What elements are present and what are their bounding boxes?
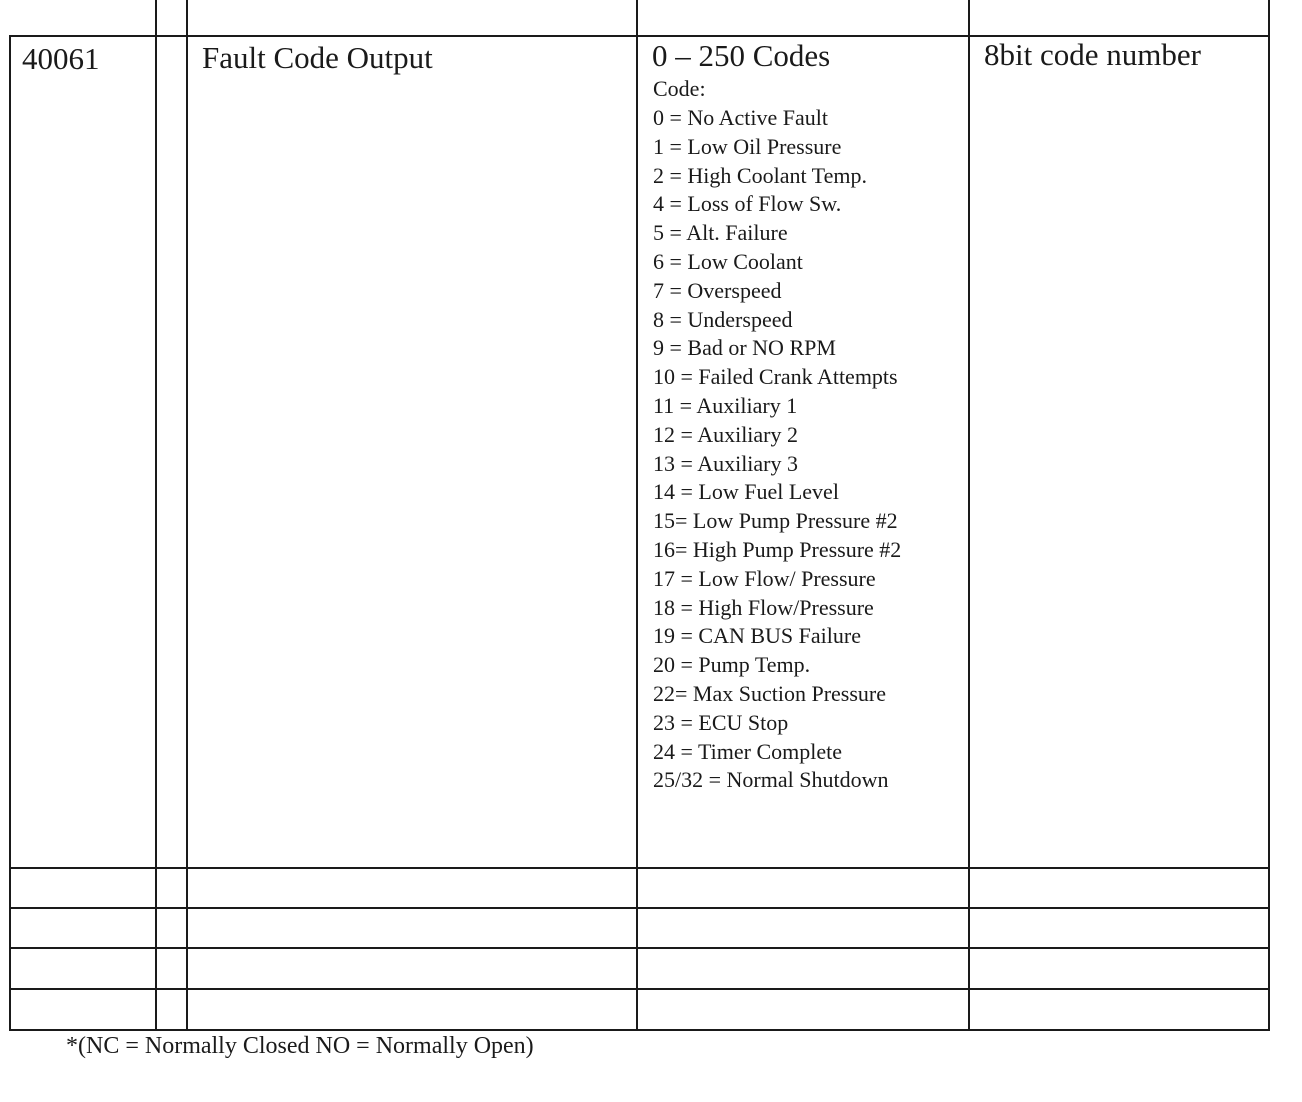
register-units: 8bit code number	[984, 37, 1201, 72]
list-item: 15= Low Pump Pressure #2	[653, 508, 898, 534]
column-divider-1	[155, 0, 157, 1031]
list-item: 19 = CAN BUS Failure	[653, 623, 861, 649]
row-divider-4	[9, 988, 1270, 990]
register-description: Fault Code Output	[202, 40, 433, 75]
list-item: 7 = Overspeed	[653, 277, 782, 303]
list-item: 0 = No Active Fault	[653, 105, 828, 130]
column-divider-2	[186, 0, 188, 1031]
list-item: 22= Max Suction Pressure	[653, 680, 886, 706]
list-item: 2 = High Coolant Temp.	[653, 162, 867, 188]
list-item: 18 = High Flow/Pressure	[653, 594, 874, 620]
list-item: 23 = ECU Stop	[653, 709, 789, 735]
list-item: 9 = Bad or NO RPM	[653, 335, 836, 361]
list-item: 10 = Failed Crank Attempts	[653, 364, 898, 390]
list-item: 6 = Low Coolant	[653, 248, 803, 274]
row-divider-2	[9, 907, 1270, 909]
fault-code-list	[653, 104, 901, 795]
list-item: 8 = Underspeed	[653, 306, 793, 332]
list-item: 17 = Low Flow/ Pressure	[653, 565, 876, 591]
register-address: 40061	[22, 41, 100, 76]
row-divider-3	[9, 947, 1270, 949]
list-item: 24 = Timer Complete	[653, 738, 843, 764]
row-divider-1	[9, 867, 1270, 869]
register-range: 0 – 250 Codes	[652, 38, 831, 73]
list-item: 12 = Auxiliary 2	[653, 421, 799, 447]
list-item: 16= High Pump Pressure #2	[653, 536, 902, 562]
list-item: 25/32 = Normal Shutdown	[653, 767, 889, 793]
list-item: 5 = Alt. Failure	[653, 220, 788, 246]
list-item: 1 = Low Oil Pressure	[653, 133, 842, 159]
list-item: 20 = Pump Temp.	[653, 652, 811, 678]
footnote: *(NC = Normally Closed NO = Normally Open)	[66, 1033, 534, 1059]
list-item: 13 = Auxiliary 3	[653, 450, 799, 476]
column-divider-4	[968, 0, 970, 1031]
list-item: 11 = Auxiliary 1	[653, 392, 798, 418]
table-border-left	[9, 36, 11, 1031]
list-item: 4 = Loss of Flow Sw.	[653, 191, 842, 217]
column-divider-3	[636, 0, 638, 1031]
list-item: 14 = Low Fuel Level	[653, 479, 839, 505]
table-border-right	[1268, 0, 1270, 1031]
code-list-header: Code:	[653, 76, 706, 101]
